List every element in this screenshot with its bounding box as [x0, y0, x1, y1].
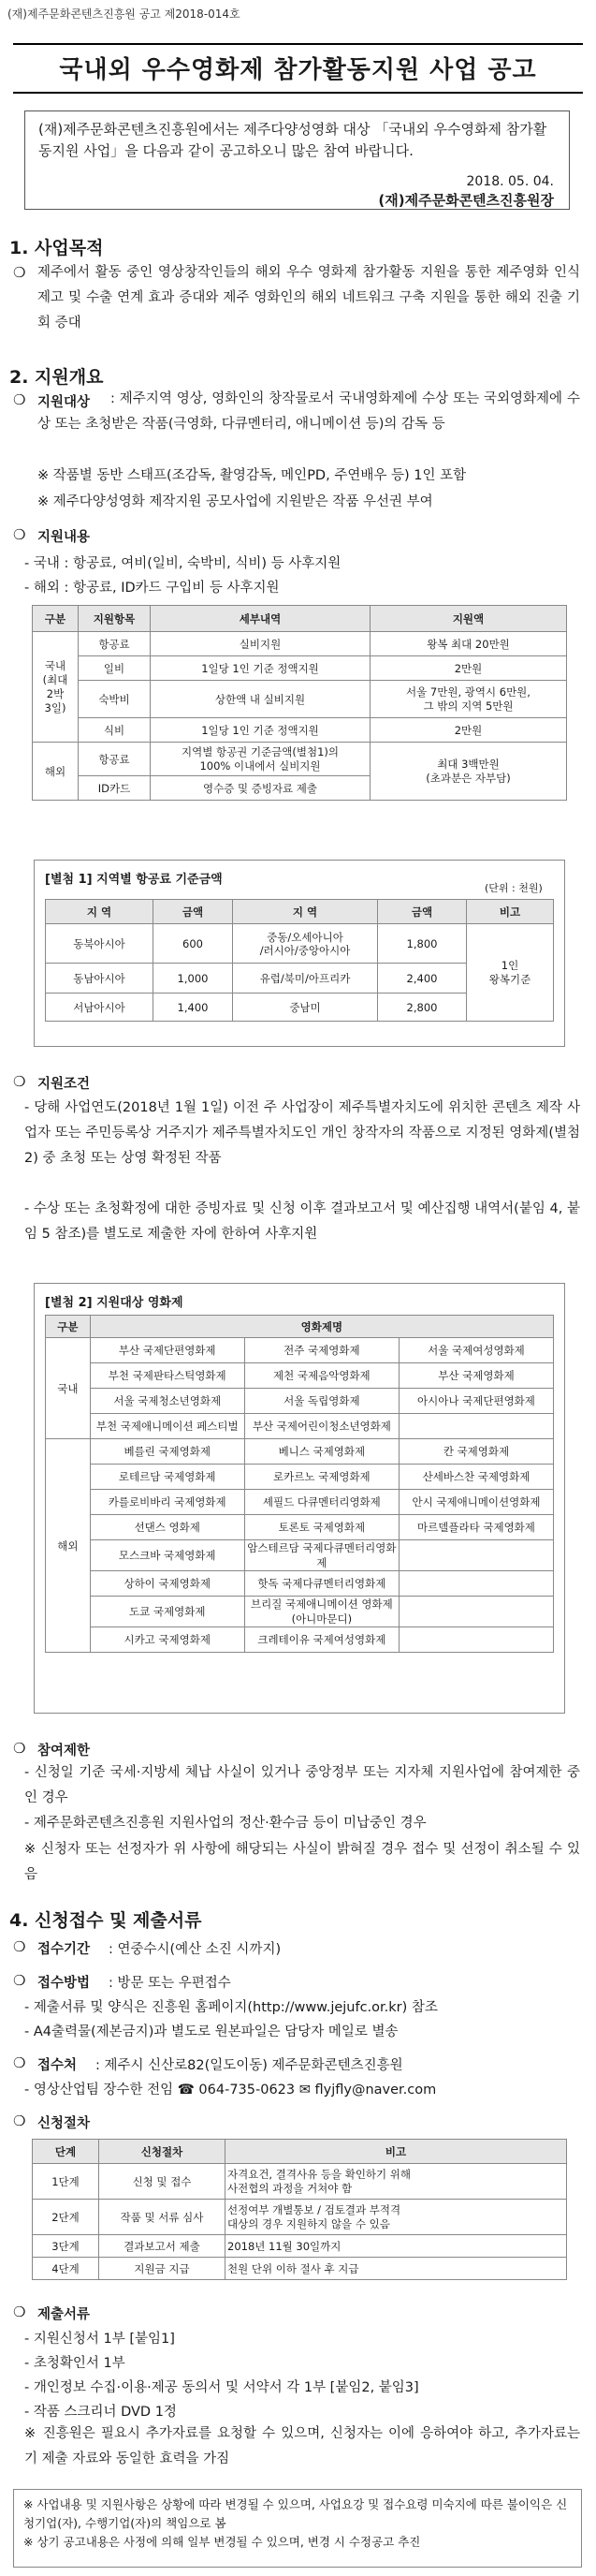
airfare-remark: 1인 왕복기준 — [467, 924, 554, 1022]
festival-row — [46, 1571, 554, 1597]
period-label: 접수기간 — [37, 1942, 91, 1957]
table-cell: 2,400 — [378, 964, 467, 994]
document-item: - 개인정보 수집·이용·제공 동의서 및 서약서 각 1부 [붙임2, 붙임3] — [24, 2380, 419, 2395]
footer-note-1: ※ 사업내용 및 지원사항은 상황에 따라 변경될 수 있으며, 사업요강 및 접수요령 미숙지에 따른 불이익은 신청기업(자), 수행기업(자)의 책임으로 봄 — [23, 2497, 568, 2530]
table-cell: 2,800 — [378, 994, 467, 1022]
period-text: : 연중수시(예산 소진 시까지) — [109, 1942, 282, 1957]
conditions-label: 지원조건 — [37, 1077, 91, 1092]
section-2-heading: 2. 지원개요 — [9, 367, 104, 388]
festival-name: 로테르담 국제영화제 — [90, 1465, 244, 1490]
table-cell: 선정여부 개별통보 / 검토결과 부적격 대상의 경우 지원하지 않을 수 있음 — [225, 2200, 567, 2235]
documents-note: ※ 진흥원은 필요시 추가자료를 요청할 수 있으며, 신청자는 이에 응하여야 하고, 추가자료는 기 제출 자료와 동일한 효력을 가짐 — [24, 2426, 580, 2466]
restriction-line-3: ※ 신청자 또는 선정자가 위 사항에 해당되는 사실이 밝혀질 경우 접수 및 선정이 취소될 수 있음 — [24, 1842, 580, 1882]
conditions-text-2: - 수상 또는 초청확정에 대한 증빙자료 및 신청 이후 결과보고서 및 예산집행 내역서(붙임 4, 붙임 5 참조)를 별도로 제출한 자에 한하여 사후지원 — [24, 1201, 580, 1242]
conditions-text-1: - 당해 사업연도(2018년 1월 1일) 이전 주 사업장이 제주특별자치도에 위치한 콘텐츠 제작 사업자 또는 주민등록상 거주지가 제주특별자치도인 개인 창작자의 작품으로 지정된 영화제(별첨2) 중 초청 또는 상영 확정된 작품 — [24, 1100, 580, 1166]
festival-row — [46, 1490, 554, 1515]
overseas-label: 해외 — [33, 743, 79, 801]
title-bottom-rule — [13, 92, 583, 94]
table-cell: 1,000 — [153, 964, 233, 994]
contact-line: - 영상산업팀 장수한 전임 ☎ 064-735-0623 ✉ flyjfly@naver.com — [24, 2083, 437, 2098]
table-cell: 지역별 항공권 기준금액(별첨1)의 100% 이내에서 실비지원 — [151, 743, 371, 776]
place-text: : 제주시 신산로82(일도이동) 제주문화콘텐츠진흥원 — [95, 2058, 403, 2073]
table-cell: 자격요건, 결격사유 등을 확인하기 위해 사전협의 과정을 거쳐야 함 — [225, 2164, 567, 2200]
festival-name: 크레테이유 국제여성영화제 — [244, 1627, 399, 1653]
table-cell: 유럽/북미/아프리카 — [233, 964, 378, 994]
method-line-1: - 제출서류 및 양식은 진흥원 홈페이지(http://www.jejufc.or.kr) 참조 — [24, 2000, 438, 2015]
table-cell: 1일당 1인 기준 정액지원 — [151, 656, 371, 681]
table-cell: 상한액 내 실비지원 — [151, 681, 371, 718]
festival-row — [46, 1439, 554, 1465]
procedure-th: 신청절차 — [99, 2140, 225, 2164]
target-label: 지원대상 — [37, 395, 91, 410]
circle-bullet-icon: ❍ — [13, 1938, 26, 1955]
method-text: : 방문 또는 우편접수 — [109, 1976, 231, 1991]
annex-1-caption: [별첨 1] 지역별 항공료 기준금액 — [45, 873, 223, 887]
festival-row — [46, 1414, 554, 1439]
table-cell: 1,400 — [153, 994, 233, 1022]
target-note-1: ※ 작품별 동반 스태프(조감독, 촬영감독, 메인PD, 주연배우 등) 1인 포함 — [37, 468, 467, 483]
table-cell: 2018년 11월 30일까지 — [225, 2235, 567, 2258]
festival-name: 부산 국제단편영화제 — [90, 1338, 244, 1363]
festival-th: 구분 — [46, 1316, 91, 1338]
table-cell: 600 — [153, 924, 233, 964]
festival-name: 로카르노 국제영화제 — [244, 1465, 399, 1490]
festival-name — [399, 1540, 553, 1571]
section-4-heading: 4. 신청접수 및 제출서류 — [9, 1910, 202, 1931]
circle-bullet-icon: ❍ — [13, 526, 26, 543]
festival-name: 선댄스 영화제 — [90, 1515, 244, 1540]
festival-row — [46, 1338, 554, 1363]
section-1-heading: 1. 사업목적 — [9, 238, 104, 258]
table-cell: 최대 3백만원 (초과분은 자부담) — [371, 743, 567, 801]
festival-name: 시카고 국제영화제 — [90, 1627, 244, 1653]
table-cell: 1일당 1인 기준 정액지원 — [151, 718, 371, 743]
festival-name: 서울 국제여성영화제 — [399, 1338, 553, 1363]
festival-row — [46, 1627, 554, 1653]
document-item: - 지원신청서 1부 [붙임1] — [24, 2332, 175, 2347]
table-cell: 일비 — [79, 656, 151, 681]
support-th: 지원항목 — [79, 606, 151, 632]
festival-name: 도쿄 국제영화제 — [90, 1597, 244, 1627]
table-cell: 지원금 지급 — [99, 2258, 225, 2280]
table-cell: 항공료 — [79, 632, 151, 656]
festival-name: 안시 국제애니메이션영화제 — [399, 1490, 553, 1515]
table-cell: 동남아시아 — [46, 964, 153, 994]
festival-name: 부천 국제애니메이션 페스티벌 — [90, 1414, 244, 1439]
table-cell: 2만원 — [371, 656, 567, 681]
procedure-th: 비고 — [225, 2140, 567, 2164]
intro-text: (재)제주문화콘텐츠진흥원에서는 제주다양성영화 대상 「국내외 우수영화제 참가활동지원 사업」을 다음과 같이 공고하오니 많은 참여 바랍니다. — [38, 121, 547, 159]
notice-date: 2018. 05. 04. — [466, 174, 554, 189]
festival-name: 칸 국제영화제 — [399, 1439, 553, 1465]
footer-note-2: ※ 상기 공고내용은 사정에 의해 일부 변경될 수 있으며, 변경 시 수정공고 추진 — [23, 2535, 421, 2549]
festival-row — [46, 1465, 554, 1490]
festival-name: 서울 독립영화제 — [244, 1389, 399, 1414]
support-table — [32, 605, 567, 801]
festival-name: 셰필드 다큐멘터리영화제 — [244, 1490, 399, 1515]
domestic-label: 국내 (최대 2박 3일) — [33, 632, 79, 743]
festival-name: 카를로비바리 국제영화제 — [90, 1490, 244, 1515]
table-cell: ID카드 — [79, 776, 151, 801]
target-note-2: ※ 제주다양성영화 제작지원 공모사업에 지원받은 작품 우선권 부여 — [37, 494, 433, 509]
support-th: 지원액 — [371, 606, 567, 632]
festival-name: 베니스 국제영화제 — [244, 1439, 399, 1465]
airfare-th: 금액 — [153, 900, 233, 924]
table-cell: 동북아시아 — [46, 924, 153, 964]
table-cell: 3단계 — [33, 2235, 99, 2258]
restriction-line-1: - 신청일 기준 국세·지방세 체납 사실이 있거나 중앙정부 또는 지자체 지원사업에 참여제한 중인 경우 — [24, 1765, 580, 1805]
airfare-th: 지 역 — [233, 900, 378, 924]
table-cell: 4단계 — [33, 2258, 99, 2280]
content-line-2: - 해외 : 항공료, ID카드 구입비 등 사후지원 — [24, 581, 280, 596]
festival-name: 핫독 국제다큐멘터리영화제 — [244, 1571, 399, 1597]
festival-name: 암스테르담 국제다큐멘터리영화제 — [244, 1540, 399, 1571]
festival-name: 상하이 국제영화제 — [90, 1571, 244, 1597]
airfare-th: 금액 — [378, 900, 467, 924]
circle-bullet-icon: ❍ — [13, 2112, 26, 2129]
festival-name: 제천 국제음악영화제 — [244, 1363, 399, 1389]
circle-bullet-icon: ❍ — [13, 1740, 26, 1757]
table-cell: 결과보고서 제출 — [99, 2235, 225, 2258]
table-cell: 1단계 — [33, 2164, 99, 2200]
table-cell: 2만원 — [371, 718, 567, 743]
festival-group-label: 해외 — [46, 1439, 91, 1653]
festival-name: 부산 국제어린이청소년영화제 — [244, 1414, 399, 1439]
restriction-line-2: - 제주문화콘텐츠진흥원 지원사업의 정산·환수금 등이 미납중인 경우 — [24, 1816, 427, 1831]
content-line-1: - 국내 : 항공료, 여비(일비, 숙박비, 식비) 등 사후지원 — [24, 556, 342, 571]
table-cell: 서울 7만원, 광역시 6만원, 그 밖의 지역 5만원 — [371, 681, 567, 718]
document-item: - 작품 스크리너 DVD 1정 — [24, 2405, 177, 2420]
table-cell: 식비 — [79, 718, 151, 743]
document-item: - 초청확인서 1부 — [24, 2356, 125, 2371]
table-cell: 2단계 — [33, 2200, 99, 2235]
procedure-table — [32, 2139, 567, 2280]
table-cell: 실비지원 — [151, 632, 371, 656]
festival-name: 토론토 국제영화제 — [244, 1515, 399, 1540]
airfare-table — [45, 899, 554, 1022]
festival-name: 브리질 국제애니메이션 영화제(아니마문디) — [244, 1597, 399, 1627]
circle-bullet-icon: ❍ — [13, 391, 26, 408]
notice-number: (재)제주문화콘텐츠진흥원 공고 제2018-014호 — [7, 7, 240, 21]
method-label: 접수방법 — [37, 1976, 91, 1991]
purpose-text: 제주에서 활동 중인 영상창작인들의 해외 우수 영화제 참가활동 지원을 통한 제주영화 인식 제고 및 수출 연계 효과 증대와 제주 영화인의 해외 네트워크 구축 지원을 통한 해외 진출 기회 증대 — [37, 265, 580, 331]
support-th: 세부내역 — [151, 606, 371, 632]
festival-th: 영화제명 — [90, 1316, 553, 1338]
annex-1-unit: (단위 : 천원) — [485, 882, 543, 894]
procedure-label: 신청절차 — [37, 2116, 91, 2131]
festival-name: 부산 국제영화제 — [399, 1363, 553, 1389]
table-cell: 중동/오세아니아 /러시아/중앙아시아 — [233, 924, 378, 964]
table-cell: 1,800 — [378, 924, 467, 964]
table-cell: 중남미 — [233, 994, 378, 1022]
table-cell: 항공료 — [79, 743, 151, 776]
festival-table — [45, 1315, 554, 1653]
support-th: 구분 — [33, 606, 79, 632]
circle-bullet-icon: ❍ — [13, 264, 26, 281]
festival-name — [399, 1597, 553, 1627]
circle-bullet-icon: ❍ — [13, 1073, 26, 1090]
title-top-rule — [13, 43, 583, 45]
content-label: 지원내용 — [37, 530, 91, 545]
festival-name — [399, 1414, 553, 1439]
place-label: 접수처 — [37, 2058, 78, 2073]
table-cell: 서남아시아 — [46, 994, 153, 1022]
festival-name: 부천 국제판타스틱영화제 — [90, 1363, 244, 1389]
festival-name: 아시아나 국제단편영화제 — [399, 1389, 553, 1414]
table-cell: 숙박비 — [79, 681, 151, 718]
intro-box — [24, 110, 570, 210]
festival-name: 산세바스찬 국제영화제 — [399, 1465, 553, 1490]
festival-row — [46, 1515, 554, 1540]
table-cell: 영수증 및 증빙자료 제출 — [151, 776, 371, 801]
documents-label: 제출서류 — [37, 2307, 91, 2322]
festival-group-label: 국내 — [46, 1338, 91, 1439]
issuing-org: (재)제주문화콘텐츠진흥원장 — [378, 192, 554, 209]
festival-row — [46, 1389, 554, 1414]
circle-bullet-icon: ❍ — [13, 2054, 26, 2071]
festival-row — [46, 1540, 554, 1571]
table-cell: 왕복 최대 20만원 — [371, 632, 567, 656]
table-cell: 천원 단위 이하 절사 후 지급 — [225, 2258, 567, 2280]
festival-name: 베를린 국제영화제 — [90, 1439, 244, 1465]
circle-bullet-icon: ❍ — [13, 2304, 26, 2320]
festival-name: 서울 국제청소년영화제 — [90, 1389, 244, 1414]
circle-bullet-icon: ❍ — [13, 1972, 26, 1989]
festival-name: 마르델플라타 국제영화제 — [399, 1515, 553, 1540]
method-line-2: - A4출력물(제본금지)과 별도로 원본파일은 담당자 메일로 별송 — [24, 2024, 399, 2039]
festival-row — [46, 1363, 554, 1389]
procedure-th: 단계 — [33, 2140, 99, 2164]
annex-2-caption: [별첨 2] 지원대상 영화제 — [45, 1296, 183, 1310]
festival-name: 전주 국제영화제 — [244, 1338, 399, 1363]
table-cell: 작품 및 서류 심사 — [99, 2200, 225, 2235]
restriction-label: 참여제한 — [37, 1744, 91, 1759]
footer-notes — [13, 2489, 582, 2568]
festival-name: 모스크바 국제영화제 — [90, 1540, 244, 1571]
festival-name — [399, 1627, 553, 1653]
target-text: : 제주지역 영상, 영화인의 창작물로서 국내영화제에 수상 또는 국외영화제에 수상 또는 초청받은 작품(극영화, 다큐멘터리, 애니메이션 등)의 감독 등 — [37, 391, 580, 432]
page-title: 국내외 우수영화제 참가활동지원 사업 공고 — [59, 56, 537, 84]
table-cell: 신청 및 접수 — [99, 2164, 225, 2200]
festival-name — [399, 1571, 553, 1597]
festival-row — [46, 1597, 554, 1627]
airfare-th: 지 역 — [46, 900, 153, 924]
airfare-th: 비고 — [467, 900, 554, 924]
